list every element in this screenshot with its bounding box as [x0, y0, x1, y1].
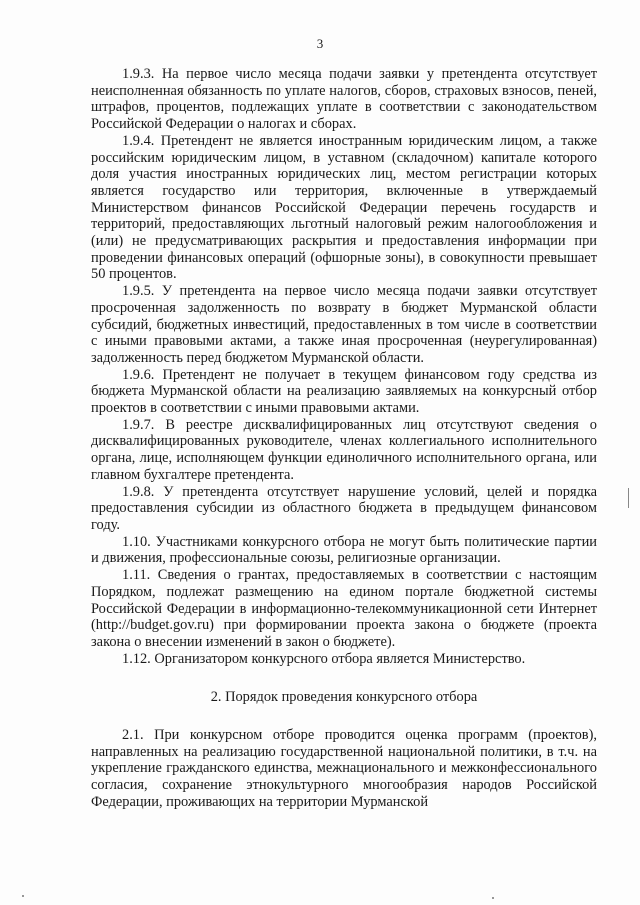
document-body [91, 66, 597, 811]
paragraph-1-9-3: 1.9.3. На первое число месяца подачи заявки у претендента отсутствует неисполненная обязанность по уплате налогов, сборов, страховых взносов, пеней, штрафов, процентов, подлежащих уплате в соответствии с законодательством Российской Федерации о налогах и сборах. [91, 66, 597, 133]
paragraph-2-1: 2.1. При конкурсном отборе проводится оценка программ (проектов), направленных на реализацию государственной национальной политики, в т.ч. на укрепление гражданского единства, межнационального и межконфессионального согласия, сохранение этнокультурного многообразия народов Российской Федерации, проживающих на территории Мурманской [91, 727, 597, 810]
paragraph-1-9-5: 1.9.5. У претендента на первое число месяца подачи заявки отсутствует просроченная задолженность по возврату в бюджет Мурманской области субсидий, бюджетных инвестиций, предоставленных в том числе в соответствии с иными правовыми актами, а также иная просроченная (неурегулированная) задолженность перед бюджетом Мурманской области. [91, 283, 597, 366]
page-number: 3 [316, 36, 324, 51]
paragraph-1-11: 1.11. Сведения о грантах, предоставляемых в соответствии с настоящим Порядком, подлежат размещению на едином портале бюджетной системы Российской Федерации в информационно-телекоммуникационной сети Интернет (http://budget.gov.ru) при формировании проекта закона о бюджете (проекта закона о внесении изменений в закон о бюджете). [91, 567, 597, 650]
paragraph-1-12: 1.12. Организатором конкурсного отбора является Министерство. [122, 650, 526, 667]
scan-margin-mark [628, 488, 629, 508]
paragraph-1-9-7: 1.9.7. В реестре дисквалифицированных лиц отсутствуют сведения о дисквалифицированных руководителе, членах коллегиального исполнительного органа, лице, исполняющем функции единоличного исполнительного органа, или главном бухгалтере претендента. [91, 416, 597, 483]
paragraph-1-9-6: 1.9.6. Претендент не получает в текущем финансовом году средства из бюджета Мурманской области на реализацию заявляемых на конкурсный отбор проектов в соответствии с иными правовыми актами. [91, 366, 597, 417]
paragraph-1-9-8: 1.9.8. У претендента отсутствует нарушение условий, целей и порядка предоставления субсидии из областного бюджета в предыдущем финансовом году. [91, 483, 597, 533]
paragraph-1-9-4: 1.9.4. Претендент не является иностранным юридическим лицом, а также российским юридическим лицом, в уставном (складочном) капитале которого доля участия иностранных юридических лиц, местом регистрации которых является государство или территория, включенные в утверждаемый Министерством финансов Российской Федерации перечень государств и территорий, предоставляющих льготный налоговый режим налогообложения и (или) не предусматривающих раскрытия и предоставления информации при проведении финансовых операций (офшорные зоны), в совокупности превышает 50 процентов. [91, 132, 597, 283]
paragraph-1-10: 1.10. Участниками конкурсного отбора не могут быть политические партии и движения, профессиональные союзы, религиозные организации. [91, 533, 597, 567]
section-heading: 2. Порядок проведения конкурсного отбора [210, 689, 478, 706]
scan-dust [22, 895, 24, 897]
scan-dust [492, 897, 494, 899]
